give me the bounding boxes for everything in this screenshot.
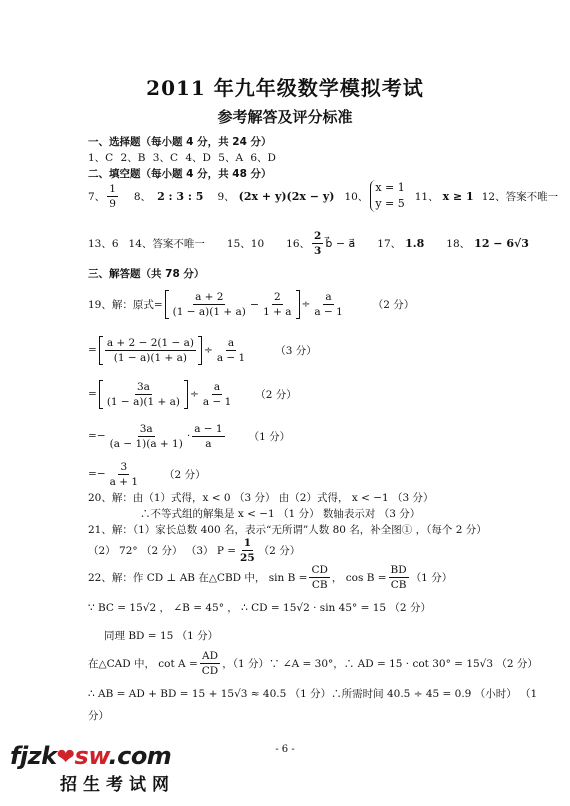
q7-fraction: [107, 182, 118, 211]
q19-l4-equals: =: [88, 430, 97, 442]
logo-accent: sw: [74, 742, 109, 770]
q19-l4-den-2: a: [205, 437, 212, 450]
q19-l1-den-2: 1 + a: [263, 305, 292, 318]
q19-line-2: [88, 330, 317, 370]
q10-eq-1: x = 1: [375, 181, 405, 194]
site-logo-subtitle: 招生考试网: [60, 775, 175, 795]
q19-bracket-3: [99, 380, 188, 409]
q19-l4-frac-2: [192, 422, 224, 451]
q19-l1-num-1: a + 2: [195, 290, 224, 303]
page-title: 2011 年九年级数学模拟考试: [146, 76, 424, 100]
q18-label: 18、: [446, 237, 471, 250]
q22-l4-text-2: ，（1 分）∵ ∠A = 30°，∴ AD = 15 · cot 30° = 15√3 （2 分）: [222, 657, 538, 670]
q19-l2-score: （3 分）: [275, 344, 317, 357]
q18-answer: 12 − 6√3: [474, 236, 529, 250]
q22-f2-num: BD: [390, 563, 407, 576]
q19-l3-num-1: 3a: [136, 380, 150, 393]
q10-system: [370, 180, 404, 212]
section-heading-choice: 一、选择题（每小题 4 分，共 24 分）: [88, 136, 272, 148]
q19-l1-frac-1: [171, 290, 248, 319]
q21-num: 1: [243, 536, 252, 549]
q16-label: 16、: [286, 237, 311, 250]
q22-l1-text-2: ， cos B =: [331, 571, 387, 584]
q22-f2-den: CB: [390, 578, 407, 591]
q21-line-1: 21、解：（1）家长总数 400 名，表示“无所谓”人数 80 名，补全图① ，（每个 2 分）: [88, 524, 487, 536]
q22-line-4: [88, 646, 538, 680]
q19-l3-den-1: (1 − a)(1 + a): [106, 395, 181, 408]
q19-l4-score: （1 分）: [248, 430, 291, 443]
q8-label: 8、: [133, 190, 152, 203]
fill-answers-row-2: [88, 226, 529, 260]
q22-f3-den: CD: [201, 664, 219, 677]
q16-vector: b⃗ − a⃗: [325, 236, 356, 250]
q19-l4-dot: ·: [186, 430, 191, 442]
q22-frac-2: [389, 563, 409, 592]
q19-l3-score: （2 分）: [255, 388, 297, 401]
q19-l3-frac-1: [105, 380, 182, 409]
q19-l2-frac-1: [105, 336, 196, 365]
q19-l5-num: 3: [120, 460, 128, 473]
q19-label: 19、解：原式=: [88, 298, 163, 311]
q19-l2-den-2: a − 1: [216, 351, 246, 364]
q19-line-3: [88, 374, 297, 414]
q21-den: 25: [240, 551, 255, 564]
q20-line-2: ∴不等式组的解集是 x < −1 （1 分） 数轴表示对 （3 分）: [140, 508, 421, 520]
q15-answer: 15、10: [226, 237, 265, 250]
q9-label: 9、: [217, 190, 235, 203]
q19-l5-minus: −: [96, 468, 106, 480]
q22-line-6: 分）: [88, 710, 109, 722]
q21-l2-text: （2） 72° （2 分） （3） P =: [88, 544, 237, 557]
q22-f1-num: CD: [311, 563, 328, 576]
q19-l1-frac-2: [261, 290, 293, 319]
q19-l1-den-1: (1 − a)(1 + a): [172, 305, 246, 318]
q19-l2-den-1: (1 − a)(1 + a): [113, 351, 188, 364]
q19-l3-frac-2: [201, 380, 233, 409]
section-heading-solve: 三、解答题（共 78 分）: [88, 268, 205, 280]
q19-l5-den: a + 1: [109, 475, 139, 488]
q19-l3-num-2: a: [213, 380, 221, 393]
q19-l5-score: （2 分）: [164, 468, 206, 481]
q19-l1-score: （2 分）: [372, 298, 415, 311]
q19-l3-den-2: a − 1: [202, 395, 232, 408]
q19-l1-divide: ÷: [301, 298, 311, 310]
q22-line-5: ∴ AB = AD + BD = 15 + 15√3 ≈ 40.5 （1 分）∴所需时间 40.5 ÷ 45 = 0.9 （小时） （1: [88, 688, 538, 700]
q12-answer: 12、答案不唯一: [481, 190, 559, 203]
q19-l4-minus: −: [96, 430, 106, 442]
q22-line-1: [88, 560, 452, 594]
page-subtitle: 参考解答及评分标准: [217, 108, 353, 126]
q19-l4-den-1: (a − 1)(a + 1): [109, 437, 183, 450]
q16-num: 2: [314, 229, 322, 242]
logo-suffix: .com: [108, 742, 172, 770]
site-logo: [10, 742, 171, 770]
fill-answers-row-1: [88, 178, 558, 214]
q17-label: 17、: [377, 237, 402, 250]
q11-answer: x ≥ 1: [442, 189, 474, 203]
q10-label: 10、: [344, 190, 369, 203]
q9-answer: (2x + y)(2x − y): [238, 189, 335, 203]
q19-l2-divide: ÷: [204, 344, 213, 356]
q22-l1-score: （1 分）: [410, 571, 453, 584]
q19-l2-equals: =: [88, 344, 97, 356]
q13-answer: 13、6: [88, 237, 119, 250]
q22-frac-1: [309, 563, 329, 592]
section-heading-fill: 二、填空题（每小题 4 分，共 48 分）: [88, 168, 272, 180]
q22-l1-text: 22、解：作 CD ⊥ AB 在△CBD 中， sin B =: [88, 571, 308, 584]
q22-f3-num: AD: [201, 649, 218, 662]
page-number: - 6 -: [275, 744, 295, 755]
q19-l1-num-3: a: [325, 290, 332, 303]
q19-l2-num-1: a + 2 − 2(1 − a): [106, 336, 194, 349]
q16-den: 3: [314, 244, 322, 257]
q19-l2-num-2: a: [227, 336, 235, 349]
q19-l1-frac-3: [312, 290, 344, 319]
q14-answer: 14、答案不唯一: [128, 237, 205, 250]
q22-l4-text: 在△CAD 中， cot A =: [88, 657, 198, 670]
q19-line-4: [88, 416, 290, 456]
q19-line-1: [88, 284, 414, 324]
q22-line-3: 同理 BD = 15 （1 分）: [104, 630, 219, 642]
q19-l5-frac: [108, 460, 140, 489]
q19-l1-den-3: a − 1: [314, 305, 343, 318]
q22-line-2: ∵ BC = 15√2 ， ∠B = 45° ， ∴ CD = 15√2 · sin 45° = 15 （2 分）: [88, 602, 431, 614]
q19-line-5: [88, 456, 206, 492]
logo-prefix: fjzk: [10, 742, 57, 770]
q19-l4-num-2: a − 1: [194, 422, 223, 435]
q19-l4-num-1: 3a: [139, 422, 153, 435]
q8-answer: 2 : 3 : 5: [157, 189, 204, 203]
q10-eq-2: y = 5: [375, 197, 405, 210]
q17-answer: 1.8: [405, 236, 425, 250]
q19-l5-equals: =: [88, 468, 97, 480]
q11-label: 11、: [414, 190, 439, 203]
q19-bracket-1: [165, 290, 300, 319]
q7-num: 1: [109, 182, 116, 195]
q22-frac-3: [200, 649, 220, 678]
q7-label: 7、: [88, 190, 106, 203]
q20-line-1: 20、解：由（1）式得，x < 0 （3 分） 由（2）式得， x < −1 （3 分）: [88, 492, 434, 504]
q21-l2-score: （2 分）: [258, 544, 301, 557]
q7-den: 9: [109, 197, 116, 210]
choice-answers: 1、C 2、B 3、C 4、D 5、A 6、D: [88, 152, 276, 164]
q19-bracket-2: [99, 336, 202, 365]
q19-l1-num-2: 2: [273, 290, 281, 303]
q19-l3-equals: =: [88, 388, 97, 400]
q19-l3-divide: ÷: [190, 388, 199, 400]
q19-l1-minus: −: [249, 297, 260, 311]
q22-f1-den: CB: [311, 578, 328, 591]
q19-l2-frac-2: [215, 336, 247, 365]
q16-fraction: [312, 229, 323, 258]
q19-l4-frac-1: [108, 422, 185, 451]
heart-icon: ❤: [56, 745, 75, 770]
